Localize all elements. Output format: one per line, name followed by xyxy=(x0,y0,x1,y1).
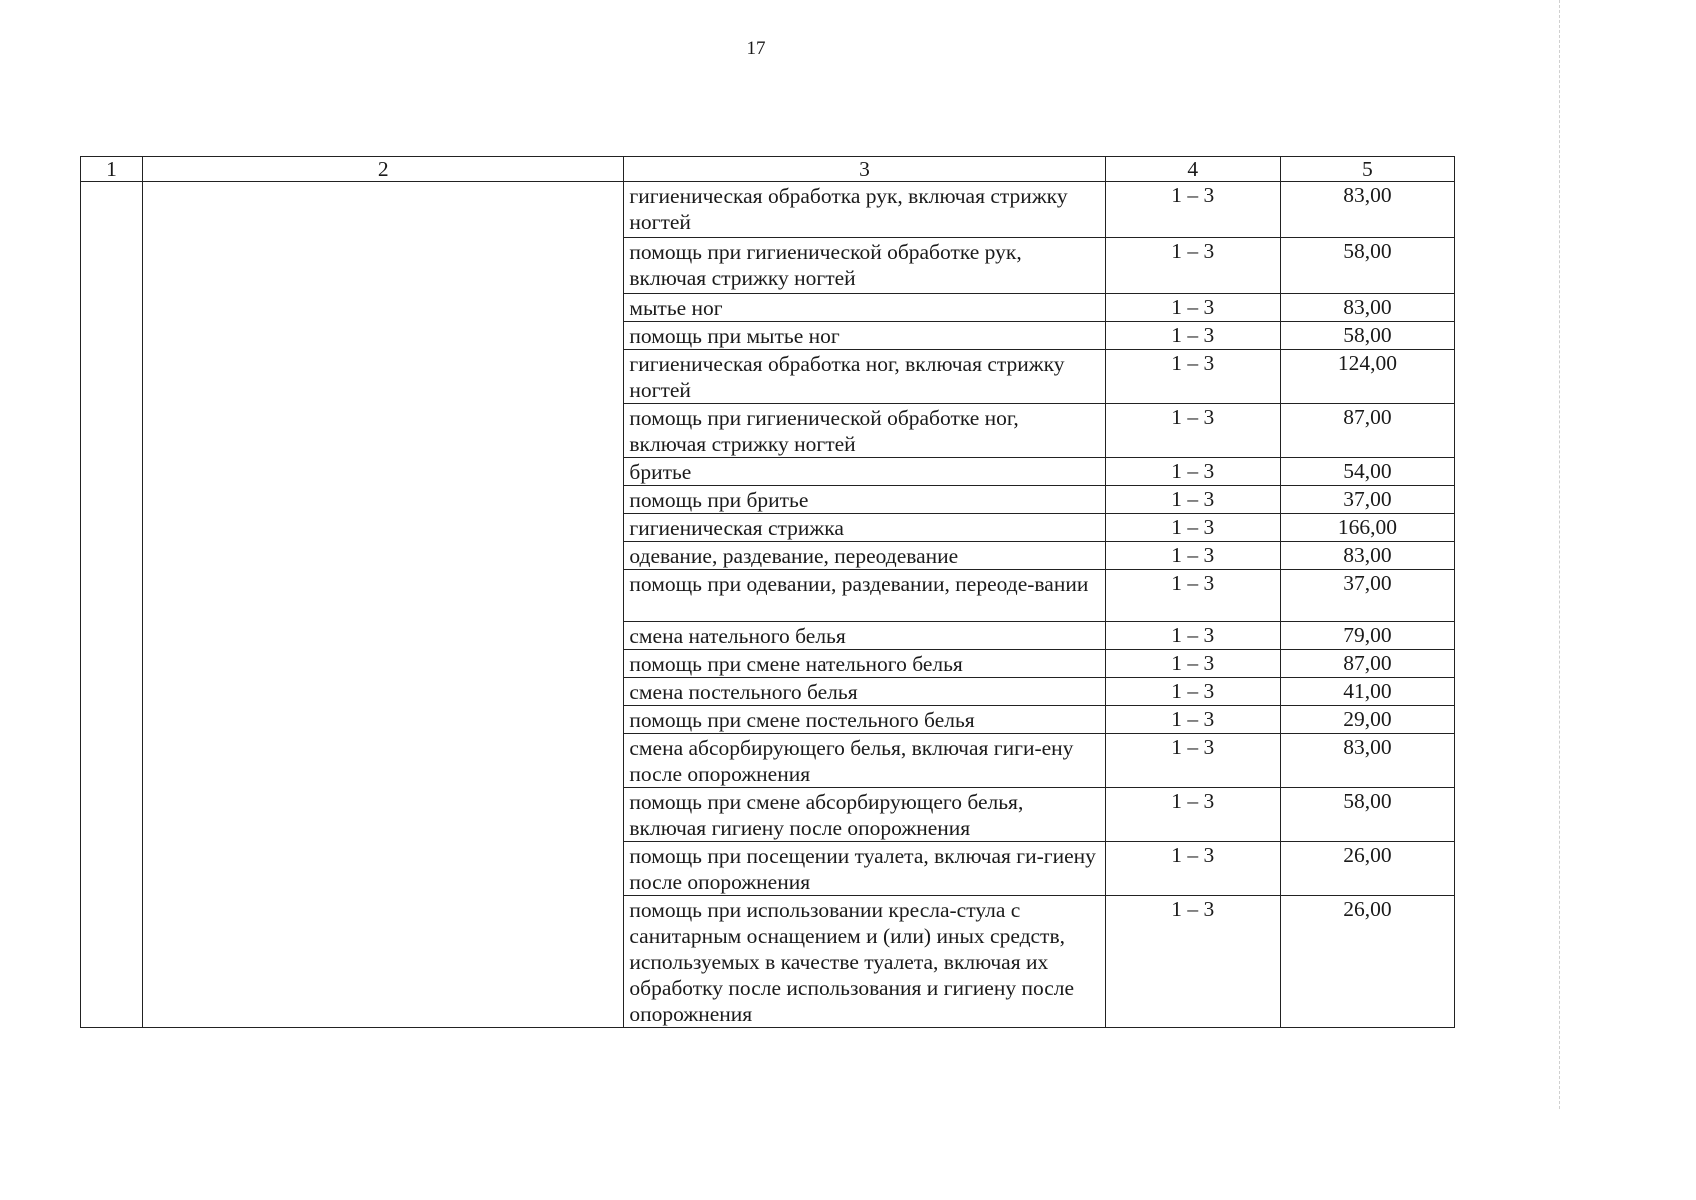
frequency-cell: 1 – 3 xyxy=(1105,842,1280,896)
service-cell: помощь при использовании кресла-стула с санитарным оснащением и (или) иных средств, используемых в качестве туалета, включая их обработку после использования и гигиену после опорожнения xyxy=(624,896,1105,1028)
price-cell: 166,00 xyxy=(1280,514,1454,542)
service-cell: помощь при гигиенической обработке рук, включая стрижку ногтей xyxy=(624,238,1105,294)
service-cell: помощь при мытье ног xyxy=(624,322,1105,350)
column-number-2: 2 xyxy=(143,157,624,182)
col2-cell xyxy=(143,182,624,1028)
frequency-cell: 1 – 3 xyxy=(1105,458,1280,486)
price-cell: 58,00 xyxy=(1280,238,1454,294)
price-cell: 37,00 xyxy=(1280,570,1454,622)
service-cell: помощь при смене постельного белья xyxy=(624,706,1105,734)
service-cell: помощь при смене абсорбирующего белья, включая гигиену после опорожнения xyxy=(624,788,1105,842)
frequency-cell: 1 – 3 xyxy=(1105,404,1280,458)
price-cell: 58,00 xyxy=(1280,322,1454,350)
page-number: 17 xyxy=(746,38,766,59)
scan-edge-line xyxy=(1559,0,1560,1109)
price-cell: 79,00 xyxy=(1280,622,1454,650)
frequency-cell: 1 – 3 xyxy=(1105,706,1280,734)
service-cell: одевание, раздевание, переодевание xyxy=(624,542,1105,570)
column-number-3: 3 xyxy=(624,157,1105,182)
service-cell: помощь при смене нательного белья xyxy=(624,650,1105,678)
table-row xyxy=(81,182,1455,238)
price-cell: 124,00 xyxy=(1280,350,1454,404)
column-number-1: 1 xyxy=(81,157,143,182)
frequency-cell: 1 – 3 xyxy=(1105,734,1280,788)
col1-cell xyxy=(81,182,143,1028)
frequency-cell: 1 – 3 xyxy=(1105,896,1280,1028)
services-table xyxy=(80,156,1455,1028)
price-cell: 87,00 xyxy=(1280,404,1454,458)
frequency-cell: 1 – 3 xyxy=(1105,650,1280,678)
price-cell: 54,00 xyxy=(1280,458,1454,486)
price-cell: 37,00 xyxy=(1280,486,1454,514)
price-cell: 83,00 xyxy=(1280,294,1454,322)
header-row xyxy=(81,157,1455,182)
service-cell: бритье xyxy=(624,458,1105,486)
frequency-cell: 1 – 3 xyxy=(1105,182,1280,238)
price-cell: 58,00 xyxy=(1280,788,1454,842)
frequency-cell: 1 – 3 xyxy=(1105,622,1280,650)
price-cell: 26,00 xyxy=(1280,896,1454,1028)
service-cell: смена нательного белья xyxy=(624,622,1105,650)
frequency-cell: 1 – 3 xyxy=(1105,486,1280,514)
price-cell: 83,00 xyxy=(1280,734,1454,788)
price-cell: 83,00 xyxy=(1280,182,1454,238)
service-cell: мытье ног xyxy=(624,294,1105,322)
price-cell: 87,00 xyxy=(1280,650,1454,678)
table-body xyxy=(81,182,1455,1028)
price-cell: 29,00 xyxy=(1280,706,1454,734)
service-cell: помощь при одевании, раздевании, переоде-вании xyxy=(624,570,1105,622)
price-cell: 26,00 xyxy=(1280,842,1454,896)
frequency-cell: 1 – 3 xyxy=(1105,350,1280,404)
frequency-cell: 1 – 3 xyxy=(1105,238,1280,294)
price-cell: 41,00 xyxy=(1280,678,1454,706)
service-cell: смена постельного белья xyxy=(624,678,1105,706)
service-cell: гигиеническая обработка рук, включая стрижку ногтей xyxy=(624,182,1105,238)
frequency-cell: 1 – 3 xyxy=(1105,294,1280,322)
table-header xyxy=(81,157,1455,182)
frequency-cell: 1 – 3 xyxy=(1105,514,1280,542)
frequency-cell: 1 – 3 xyxy=(1105,570,1280,622)
column-number-4: 4 xyxy=(1105,157,1280,182)
frequency-cell: 1 – 3 xyxy=(1105,542,1280,570)
service-cell: помощь при гигиенической обработке ног, включая стрижку ногтей xyxy=(624,404,1105,458)
frequency-cell: 1 – 3 xyxy=(1105,788,1280,842)
service-cell: помощь при посещении туалета, включая ги-гиену после опорожнения xyxy=(624,842,1105,896)
frequency-cell: 1 – 3 xyxy=(1105,678,1280,706)
frequency-cell: 1 – 3 xyxy=(1105,322,1280,350)
service-cell: помощь при бритье xyxy=(624,486,1105,514)
column-number-5: 5 xyxy=(1280,157,1454,182)
price-cell: 83,00 xyxy=(1280,542,1454,570)
service-cell: гигиеническая обработка ног, включая стрижку ногтей xyxy=(624,350,1105,404)
service-cell: смена абсорбирующего белья, включая гиги-ену после опорожнения xyxy=(624,734,1105,788)
service-cell: гигиеническая стрижка xyxy=(624,514,1105,542)
